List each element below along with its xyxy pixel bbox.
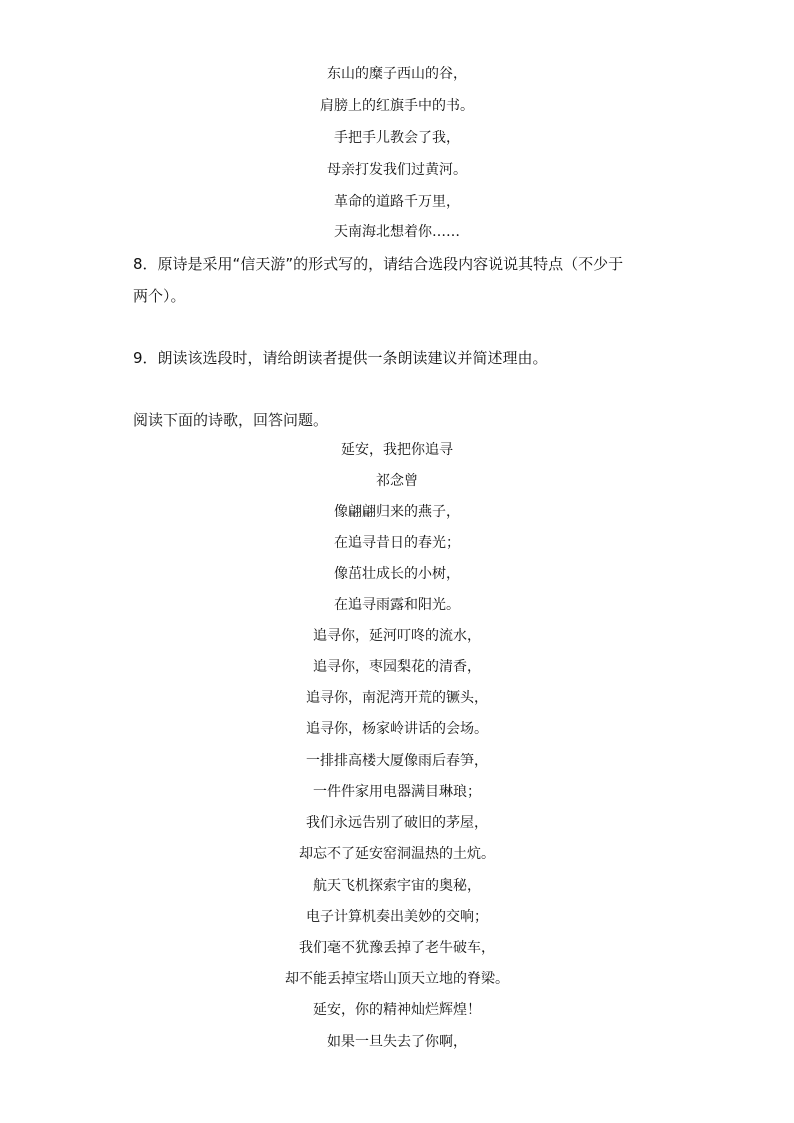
poem-line: 我们永远告别了破旧的茅屋， [306, 815, 488, 831]
poem-line: 一件件家用电器满目琳琅； [313, 784, 481, 800]
poem-line: 东山的糜子西山的谷， [327, 66, 467, 82]
poem-line: 追寻你，枣园梨花的清香， [313, 659, 481, 675]
poem-line: 航天飞机探索宇宙的奥秘， [313, 878, 481, 894]
question-8-continued: 两个）。 [133, 287, 186, 305]
poem-line: 延安，你的精神灿烂辉煌！ [313, 1002, 481, 1018]
poem-line: 手把手儿教会了我， [334, 130, 460, 146]
poem-line: 追寻你，杨家岭讲话的会场。 [306, 721, 488, 737]
poem-line: 在追寻雨露和阳光。 [334, 597, 460, 613]
poem-line: 电子计算机奏出美妙的交响； [306, 909, 488, 925]
poem-line: 像茁壮成长的小树， [334, 566, 460, 582]
poem-line: 追寻你，南泥湾开荒的镢头， [306, 690, 488, 706]
poem-line: 在追寻昔日的春光； [334, 535, 460, 551]
poem-line: 我们毫不犹豫丢掉了老牛破车， [299, 940, 495, 956]
question-9: 9．朗读该选段时，请给朗读者提供一条朗读建议并简述理由。 [133, 349, 548, 367]
reading-instruction: 阅读下面的诗歌，回答问题。 [133, 411, 329, 429]
poem-title: 延安，我把你追寻 [341, 442, 453, 458]
poem-line: 母亲打发我们过黄河。 [327, 162, 467, 178]
poem-line: 却不能丢掉宝塔山顶天立地的脊梁。 [285, 971, 509, 987]
poem-line: 一排排高楼大厦像雨后春笋， [306, 753, 488, 769]
poem-line: 像翩翩归来的燕子， [334, 504, 460, 520]
question-8: 8．原诗是采用“信天游”的形式写的，请结合选段内容说说其特点（不少于 [133, 255, 624, 273]
poem-author: 祁念曾 [376, 473, 418, 489]
poem-line: 革命的道路千万里， [334, 194, 460, 210]
poem-line: 肩膀上的红旗手中的书。 [320, 98, 474, 114]
poem-line: 天南海北想着你…… [334, 224, 460, 240]
poem-line: 如果一旦失去了你啊， [327, 1034, 467, 1050]
poem-line: 追寻你，延河叮咚的流水， [313, 628, 481, 644]
poem-line: 却忘不了延安窑洞温热的土炕。 [299, 846, 495, 862]
